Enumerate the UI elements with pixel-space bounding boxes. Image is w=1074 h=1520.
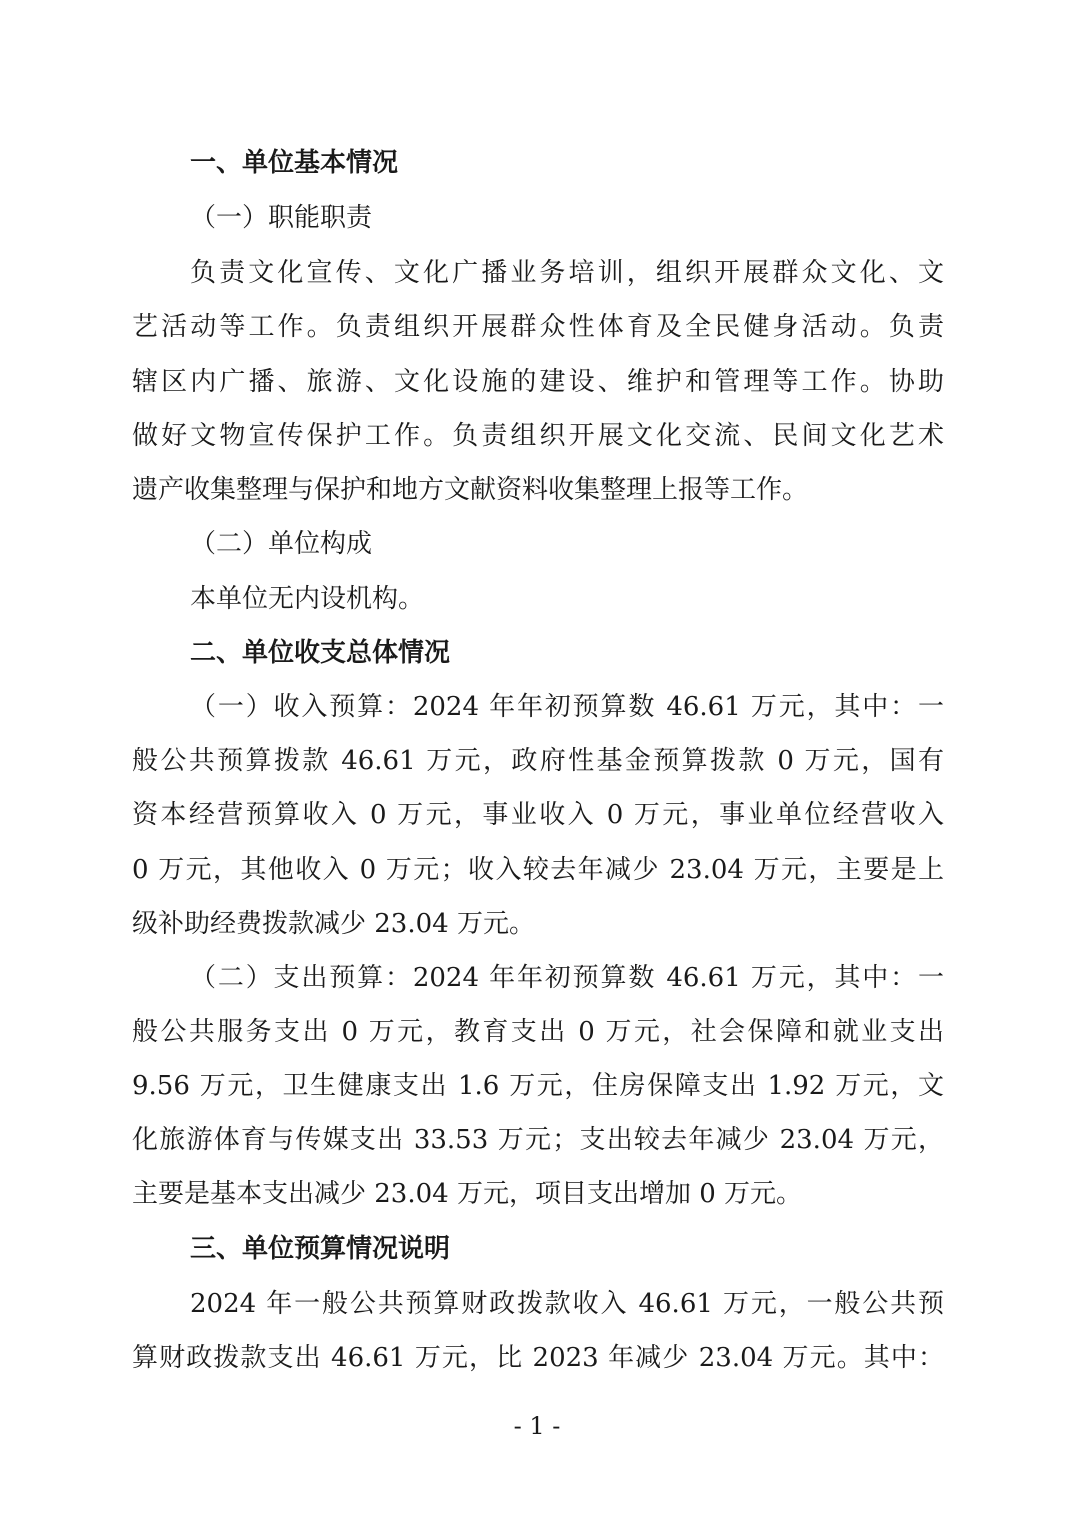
paragraph-line: 级补助经费拨款减少 23.04 万元。 (132, 909, 535, 939)
paragraph-line: 遗产收集整理与保护和地方文献资料收集整理上报等工作。 (132, 475, 809, 505)
paragraph-line: 般公共预算拨款 46.61 万元，政府性基金预算拨款 0 万元，国有 (132, 746, 944, 776)
paragraph-line: 主要是基本支出减少 23.04 万元，项目支出增加 0 万元。 (132, 1179, 803, 1209)
subsection-heading-duties: （一）职能职责 (190, 203, 373, 233)
paragraph-line: （一）收入预算：2024 年年初预算数 46.61 万元，其中：一 (190, 692, 944, 722)
paragraph-line: （二）支出预算：2024 年年初预算数 46.61 万元，其中：一 (190, 963, 944, 993)
paragraph-line: 辖区内广播、旅游、文化设施的建设、维护和管理等工作。协助 (132, 367, 944, 397)
paragraph-line: 0 万元，其他收入 0 万元；收入较去年减少 23.04 万元，主要是上 (132, 855, 944, 885)
page-number: - 1 - (513, 1412, 561, 1440)
paragraph-line: 做好文物宣传保护工作。负责组织开展文化交流、民间文化艺术 (132, 421, 944, 451)
paragraph-line: 算财政拨款支出 46.61 万元，比 2023 年减少 23.04 万元。其中： (132, 1343, 944, 1373)
subsection-heading-composition: （二）单位构成 (190, 529, 373, 559)
paragraph-line: 般公共服务支出 0 万元，教育支出 0 万元，社会保障和就业支出 (132, 1017, 944, 1047)
paragraph-line: 艺活动等工作。负责组织开展群众性体育及全民健身活动。负责 (132, 312, 944, 342)
paragraph-line: 9.56 万元，卫生健康支出 1.6 万元，住房保障支出 1.92 万元，文 (132, 1071, 944, 1101)
section-heading-2: 二、单位收支总体情况 (190, 638, 451, 668)
paragraph-line: 资本经营预算收入 0 万元，事业收入 0 万元，事业单位经营收入 (132, 800, 944, 830)
paragraph-line: 本单位无内设机构。 (190, 584, 425, 614)
paragraph-line: 化旅游体育与传媒支出 33.53 万元；支出较去年减少 23.04 万元， (132, 1125, 944, 1155)
paragraph-line: 负责文化宣传、文化广播业务培训，组织开展群众文化、文 (190, 258, 944, 288)
section-heading-3: 三、单位预算情况说明 (190, 1234, 451, 1264)
paragraph-line: 2024 年一般公共预算财政拨款收入 46.61 万元，一般公共预 (190, 1289, 944, 1319)
section-heading-1: 一、单位基本情况 (190, 148, 399, 178)
